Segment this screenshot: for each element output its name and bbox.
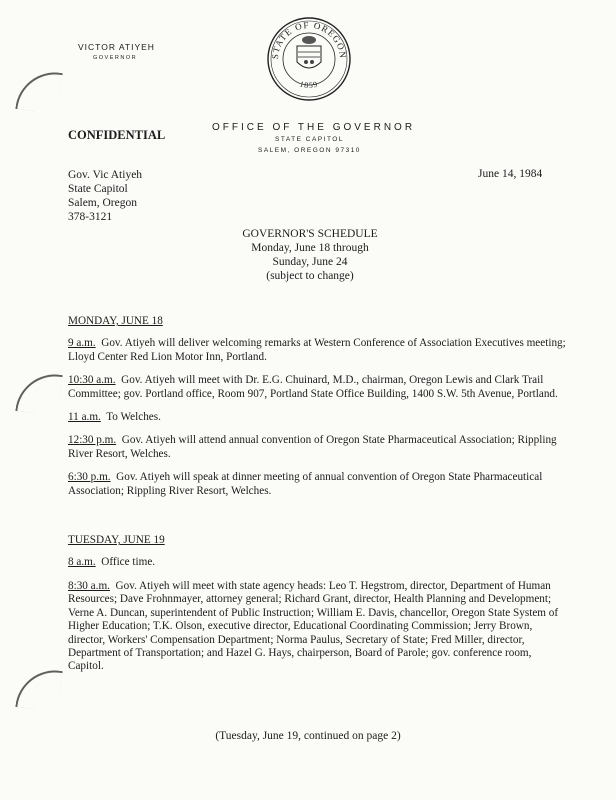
office-title: OFFICE OF THE GOVERNOR	[212, 122, 416, 133]
state-seal	[266, 16, 352, 102]
entry-text: Gov. Atiyeh will speak at dinner meeting of annual convention of Oregon State Pharmaceutical Association; Rippling River Resort, Welches.	[68, 471, 543, 497]
svg-text:1859	[299, 79, 320, 90]
office-address-line: STATE CAPITOL	[275, 136, 344, 143]
binder-hole-mark	[15, 665, 62, 712]
entry-text: Gov. Atiyeh will deliver welcoming remarks at Western Conference of Association Executives meeting; Lloyd Center Red Lion Motor Inn, Portland.	[68, 337, 566, 363]
day-heading: TUESDAY, JUNE 19	[68, 534, 165, 547]
entry-time: 12:30 p.m.	[68, 434, 117, 447]
entry-time: 8 a.m.	[68, 556, 96, 569]
schedule-note: (subject to change)	[266, 270, 354, 282]
schedule-entry	[68, 411, 568, 424]
seal-top-text: STATE OF OREGON	[269, 19, 349, 60]
schedule-entry	[68, 556, 568, 569]
schedule-entry	[68, 374, 568, 401]
schedule-range: Monday, June 18 through	[251, 242, 369, 254]
entry-text: Gov. Atiyeh will meet with Dr. E.G. Chuinard, M.D., chairman, Oregon Lewis and Clark Trail Committee; gov. Portland office, Room 907, Portland State Office Building, 1400 S.W. 5th Avenue, Portland.	[68, 374, 558, 400]
schedule-heading	[190, 227, 430, 283]
entry-text: Gov. Atiyeh will attend annual convention of Oregon State Pharmaceutical Association; Rippling River Resort, Welches.	[68, 434, 557, 460]
schedule-entry	[68, 580, 568, 674]
schedule-entry	[68, 434, 568, 461]
entry-time: 11 a.m.	[68, 411, 101, 424]
entry-text: Gov. Atiyeh will meet with state agency heads: Leo T. Hegstrom, director, Department of Human Resources; Dave Frohnmayer, attorney general; Richard Grant, director, Health Planning and Development; Verne A. Duncan, superintendent of Public Instruction; William E. Davis, chancellor, Oregon State System of Higher Education; T.K. Olson, executive director, Educational Coordinating Commission; Jerry Brown, director, Workers' Compensation Department; Norma Paulus, Secretary of State; Fred Miller, director, Department of Transportation; and Hazel G. Hays, chairperson, Board of Parole; gov. conference room, Capitol.	[68, 579, 559, 673]
day-heading: MONDAY, JUNE 18	[68, 315, 163, 327]
schedule-entry	[68, 471, 568, 498]
entry-time: 6:30 p.m.	[68, 471, 111, 484]
entry-time: 10:30 a.m.	[68, 374, 116, 387]
entry-text: To Welches.	[106, 411, 161, 424]
continuation-note: (Tuesday, June 19, continued on page 2)	[215, 730, 401, 742]
address-line: 378-3121	[68, 211, 113, 223]
seal-year: 1859	[298, 79, 320, 90]
sender-address	[68, 168, 142, 224]
governor-name: VICTOR ATIYEH	[78, 42, 155, 52]
schedule-entry	[68, 337, 568, 364]
office-address-line: SALEM, OREGON 97310	[258, 147, 361, 154]
schedule-body	[68, 315, 568, 684]
governor-title: GOVERNOR	[93, 55, 138, 61]
address-line: Gov. Vic Atiyeh	[68, 169, 143, 181]
entry-time: 9 a.m.	[68, 337, 96, 350]
entry-text: Office time.	[101, 556, 156, 569]
address-line: State Capitol	[68, 183, 128, 195]
document-date: June 14, 1984	[478, 168, 543, 180]
binder-hole-mark	[15, 369, 62, 416]
binder-hole-mark	[15, 67, 62, 114]
entry-time: 8:30 a.m.	[68, 579, 110, 592]
address-line: Salem, Oregon	[68, 197, 137, 209]
schedule-range: Sunday, June 24	[272, 256, 348, 268]
schedule-title: GOVERNOR'S SCHEDULE	[242, 228, 378, 240]
confidential-label: CONFIDENTIAL	[68, 128, 166, 142]
